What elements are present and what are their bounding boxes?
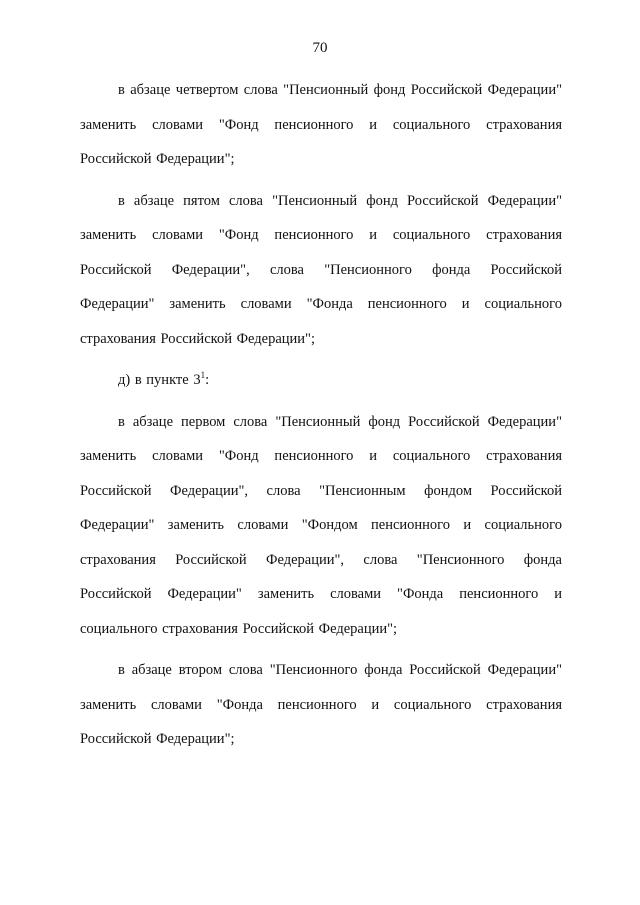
paragraph-paragraph-4-amendment: в абзаце четвертом слова "Пенсионный фонд Российской Федерации" заменить словами "Фонд пенсионного и социального страхования Российской Федерации"; bbox=[80, 82, 562, 167]
paragraph-paragraph-5-amendment: в абзаце пятом слова "Пенсионный фонд Российской Федерации" заменить словами "Фонд пенсионного и социального страхования Российской Федерации", слова "Пенсионного фонда Российской Федерации" заменить словами "Фонда пенсионного и социального страхования Российской Федерации"; bbox=[80, 192, 562, 347]
paragraph-paragraph-1-amendment: в абзаце первом слова "Пенсионный фонд Российской Федерации" заменить словами "Фонд пенсионного и социального страхования Российской Федерации", слова "Пенсионным фондом Российской Федерации" заменить словами "Фондом пенсионного и социального страхования Российской Федерации", слова "Пенсионного фонда Российской Федерации" заменить словами "Фонда пенсионного и социального страхования Российской Федерации"; bbox=[80, 413, 562, 637]
subpoint-d-suffix: : bbox=[205, 372, 210, 388]
superscript-index: 1 bbox=[200, 370, 206, 380]
subpoint-d-prefix: д) в пункте 3 bbox=[118, 372, 201, 388]
paragraph-paragraph-2-amendment: в абзаце втором слова "Пенсионного фонда Российской Федерации" заменить словами "Фонда пенсионного и социального страхования Российской Федерации"; bbox=[80, 662, 562, 747]
subpoint-d-heading bbox=[80, 363, 562, 398]
page-number: 70 bbox=[312, 40, 328, 56]
document-body bbox=[80, 73, 562, 764]
